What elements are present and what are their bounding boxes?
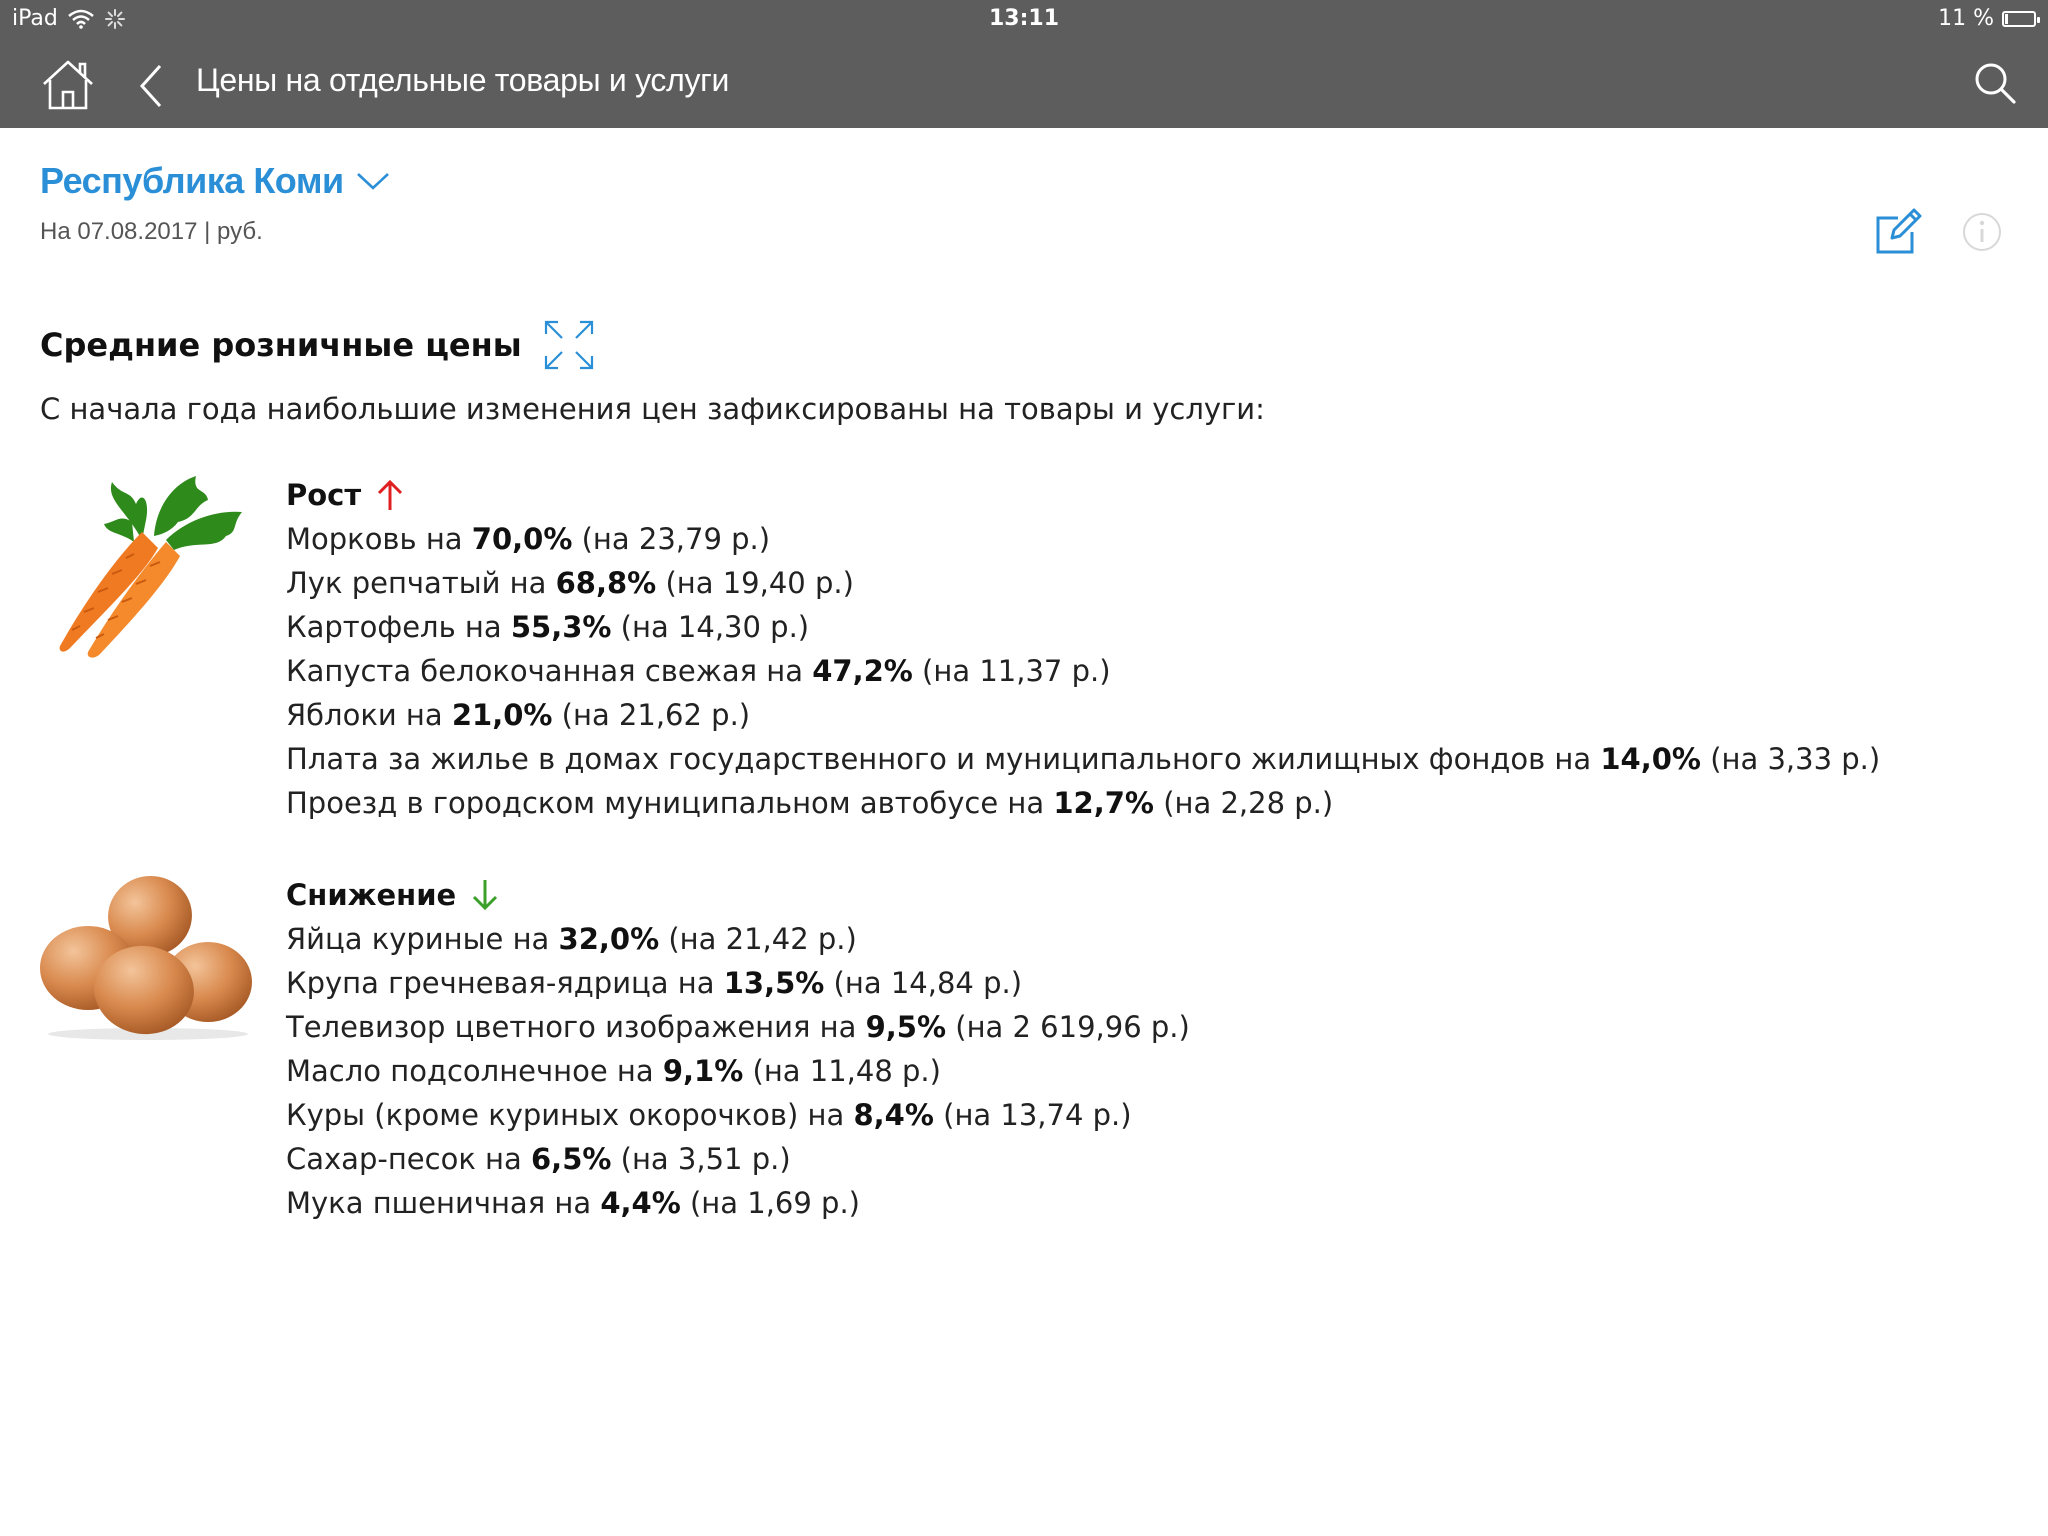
growth-header [286,473,1880,517]
arrow-up-icon [375,478,405,512]
top-bar [0,0,2048,128]
item-absolute-change: (на 2,28 р.) [1153,786,1334,820]
item-name: Морковь на [286,522,472,556]
home-icon[interactable] [38,54,98,114]
list-item [286,1049,1190,1093]
item-absolute-change: (на 23,79 р.) [572,522,771,556]
item-name: Крупа гречневая-ядрица на [286,966,724,1000]
item-absolute-change: (на 21,42 р.) [659,922,857,956]
section-header [40,318,596,372]
list-item [286,917,1190,961]
nav-bar [0,40,2048,128]
item-percent: 32,0% [558,922,660,956]
search-icon[interactable] [1972,60,2018,106]
item-absolute-change: (на 13,74 р.) [933,1098,1132,1132]
growth-label: Рост [286,478,362,512]
list-item [286,1137,1190,1181]
list-item [286,1181,1190,1225]
item-name: Проезд в городском муниципальном автобусе на [286,786,1054,820]
item-absolute-change: (на 21,62 р.) [552,698,751,732]
item-name: Плата за жилье в домах государственного и муниципального жилищных фондов на [286,742,1601,776]
item-percent: 14,0% [1600,742,1701,776]
region-name: Республика Коми [40,160,344,201]
edit-icon[interactable] [1874,208,1922,256]
item-absolute-change: (на 11,37 р.) [912,654,1111,688]
list-item [286,605,1880,649]
item-absolute-change: (на 19,40 р.) [656,566,854,600]
item-absolute-change: (на 14,84 р.) [824,966,1023,1000]
list-item [286,561,1880,605]
item-name: Масло подсолнечное на [286,1054,663,1088]
device-label: iPad [12,6,58,31]
list-item [286,1093,1190,1137]
item-percent: 21,0% [451,698,553,732]
item-percent: 47,2% [812,654,913,688]
item-name: Картофель на [286,610,511,644]
item-percent: 9,1% [662,1054,744,1088]
item-name: Сахар-песок на [286,1142,531,1176]
item-percent: 70,0% [471,522,573,556]
decline-list [286,917,1190,1225]
list-item [286,961,1190,1005]
item-name: Лук репчатый на [286,566,556,600]
growth-list [286,517,1880,825]
item-absolute-change: (на 14,30 р.) [611,610,810,644]
item-absolute-change: (на 3,51 р.) [611,1142,791,1176]
intro-text: С начала года наибольшие изменения цен зафиксированы на товары и услуги: [40,392,1265,426]
list-item [286,1005,1190,1049]
eggs-image [38,872,258,1042]
item-absolute-change: (на 11,48 р.) [743,1054,941,1088]
expand-icon[interactable] [542,318,596,372]
battery-percent: 11 % [1938,6,1994,31]
list-item [286,693,1880,737]
item-percent: 13,5% [723,966,825,1000]
item-name: Капуста белокочанная свежая на [286,654,813,688]
item-percent: 6,5% [531,1142,612,1176]
item-name: Яйца куриные на [286,922,559,956]
item-name: Телевизор цветного изображения на [286,1010,866,1044]
status-time: 13:11 [988,6,1060,31]
item-percent: 9,5% [865,1010,947,1044]
region-selector[interactable] [40,160,390,202]
list-item [286,517,1880,561]
item-name: Куры (кроме куриных окорочков) на [286,1098,854,1132]
item-absolute-change: (на 1,69 р.) [680,1186,860,1220]
item-name: Яблоки на [286,698,452,732]
back-chevron-icon[interactable] [134,62,168,110]
item-percent: 55,3% [510,610,612,644]
item-absolute-change: (на 3,33 р.) [1700,742,1881,776]
page-title: Цены на отдельные товары и услуги [196,62,730,98]
item-percent: 4,4% [600,1186,681,1220]
item-percent: 8,4% [853,1098,934,1132]
arrow-down-icon [470,878,500,912]
item-percent: 68,8% [555,566,657,600]
list-item [286,649,1880,693]
section-title: Средние розничные цены [40,326,522,364]
status-bar [0,0,2048,40]
growth-group [286,473,1880,825]
item-percent: 12,7% [1053,786,1154,820]
decline-header [286,873,1190,917]
list-item [286,737,1880,781]
item-name: Мука пшеничная на [286,1186,601,1220]
info-icon[interactable] [1962,212,2002,252]
date-currency-line: На 07.08.2017 | руб. [40,218,263,245]
decline-label: Снижение [286,878,457,912]
carrot-image [46,470,246,660]
chevron-down-icon [356,170,390,192]
decline-group [286,873,1190,1225]
list-item [286,781,1880,825]
battery-icon [2002,11,2036,27]
item-absolute-change: (на 2 619,96 р.) [946,1010,1190,1044]
